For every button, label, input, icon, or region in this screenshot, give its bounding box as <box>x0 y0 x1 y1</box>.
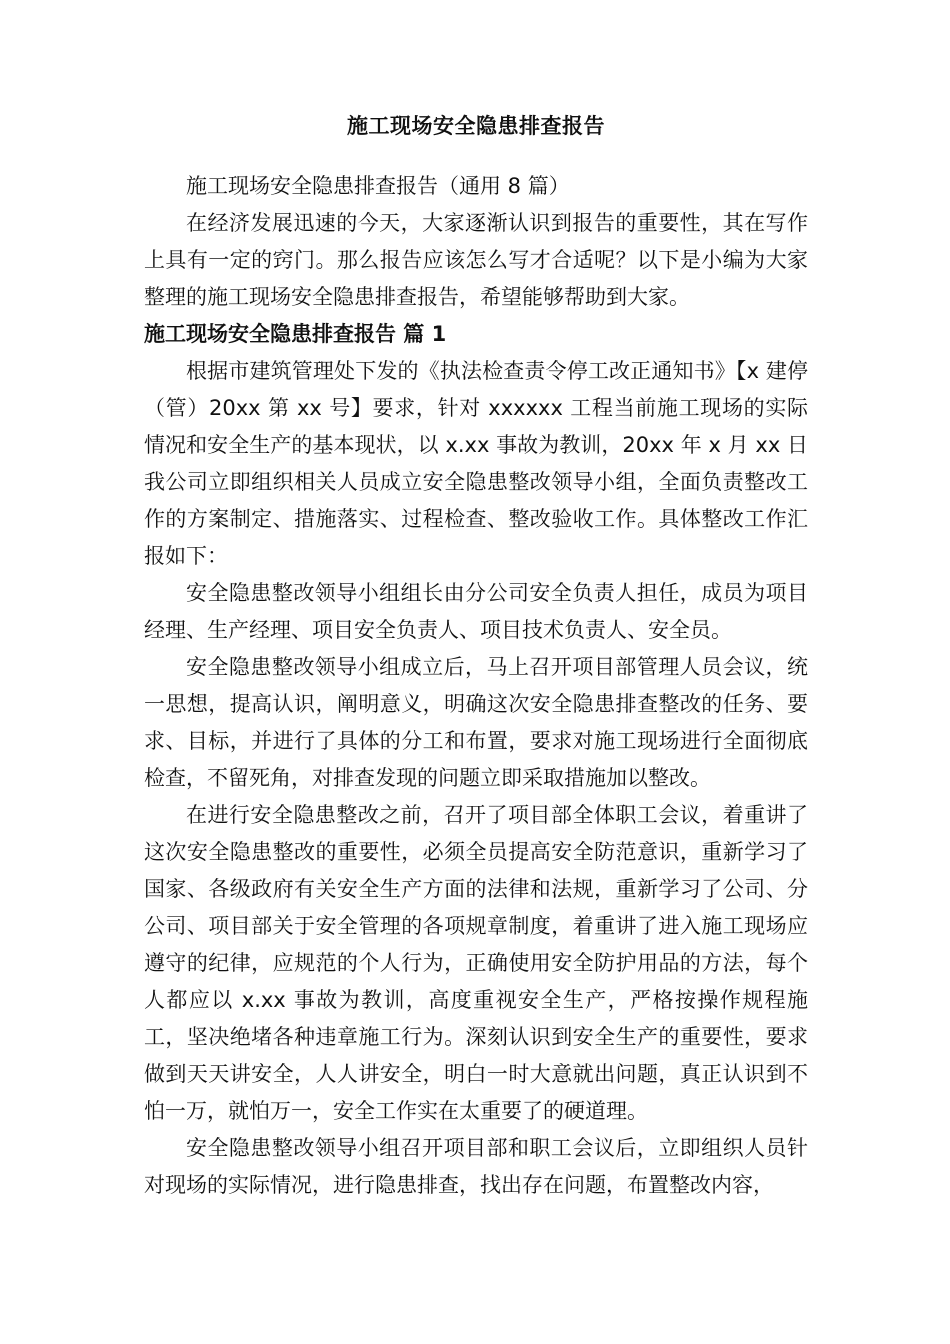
section-heading: 施工现场安全隐患排查报告 篇 1 <box>144 322 447 346</box>
body-paragraph: 安全隐患整改领导小组成立后，马上召开项目部管理人员会议，统一思想，提高认识，阐明意义，明确这次安全隐患排查整改的任务、要求、目标，并进行了具体的分工和布置，要求对施工现场进行全面彻底检查，不留死角，对排查发现的问题立即采取措施加以整改。 <box>144 655 808 790</box>
document-title: 施工现场安全隐患排查报告 <box>347 114 605 138</box>
body-paragraph: 安全隐患整改领导小组召开项目部和职工会议后，立即组织人员针对现场的实际情况，进行隐患排查，找出存在问题，布置整改内容， <box>144 1136 808 1197</box>
body-paragraph: 在进行安全隐患整改之前，召开了项目部全体职工会议，着重讲了这次安全隐患整改的重要性，必须全员提高安全防范意识，重新学习了国家、各级政府有关安全生产方面的法律和法规，重新学习了公司、分公司、项目部关于安全管理的各项规章制度，着重讲了进入施工现场应遵守的纪律，应规范的个人行为，正确使用安全防护用品的方法，每个人都应以 x.xx 事故为教训，高度重视安全生产，严格按操作规程施工，坚决绝堵各种违章施工行为。深刻认识到安全生产的重要性，要求做到天天讲安全，人人讲安全，明白一时大意就出问题，真正认识到不怕一万，就怕万一，安全工作实在太重要了的硬道理。 <box>144 803 808 1123</box>
document-subtitle: 施工现场安全隐患排查报告（通用 8 篇） <box>186 174 570 198</box>
intro-paragraph: 在经济发展迅速的今天，大家逐渐认识到报告的重要性，其在写作上具有一定的窍门。那么报告应该怎么写才合适呢？以下是小编为大家整理的施工现场安全隐患排查报告，希望能够帮助到大家。 <box>144 211 808 309</box>
document-body <box>144 104 808 1204</box>
body-paragraph: 安全隐患整改领导小组组长由分公司安全负责人担任，成员为项目经理、生产经理、项目安全负责人、项目技术负责人、安全员。 <box>144 581 808 642</box>
body-paragraph: 根据市建筑管理处下发的《执法检查责令停工改正通知书》【x 建停（管）20xx 第 xx 号】要求，针对 xxxxxx 工程当前施工现场的实际情况和安全生产的基本现状，以 x.xx 事故为教训，20xx 年 x 月 xx 日我公司立即组织相关人员成立安全隐患整改领导小组，全面负责整改工作的方案制定、措施落实、过程检查、整改验收工作。具体整改工作汇报如下： <box>144 359 808 568</box>
